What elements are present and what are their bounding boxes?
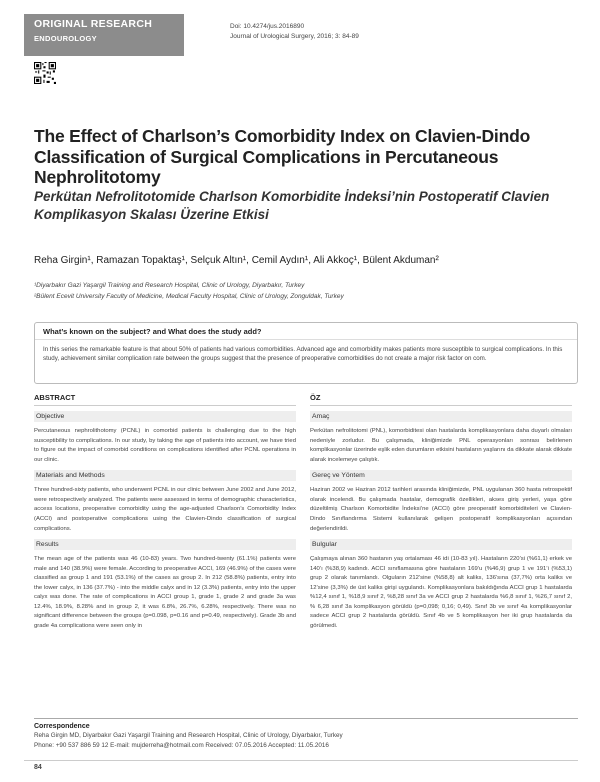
oz-heading: ÖZ <box>310 392 572 406</box>
amac-heading: Amaç <box>310 411 572 422</box>
gerec-heading: Gereç ve Yöntem <box>310 470 572 481</box>
oz-column <box>310 392 572 632</box>
key-points-text: In this series the remarkable feature is that about 50% of patients had various comorbidities. Advanced age and comorbidity makes patients more susceptible to surgical complications. In this study, achievement similar complication rate between the groups suggest that the presence of preoperative comorbidities do not create a major risk factor on com. <box>43 346 563 363</box>
correspondence-address: Reha Girgin MD, Diyarbakır Gazi Yaşargil Training and Research Hospital, Clinic of Urology, Diyarbakır, Turkey <box>34 732 343 739</box>
affiliation-1: ¹Diyarbakır Gazi Yaşargil Training and Research Hospital, Clinic of Urology, Diyarbakır, Turkey <box>34 282 305 289</box>
bulgular-text: Çalışmaya alınan 360 hastanın yaş ortalaması 46 idi (10-83 yıl). Hastaların 220’si (%61,1) erkek ve 140’ı (%38,9) kadındı. ACCI sınıflamasına göre hastaların 169’u (%46,9) grup 1 ve 191’i (%53,1) grup 2 olarak tanımlandı. Olguların 212’sine (%58,8) alt kaliks, 136’sına (37,7%) orta kaliks ve 12’sine (3,3%) de üst kaliks girişi uygulandı. Komplikasyonlara bakıldığında ACCI grup 1 hastalarda %12,4 sınıf 1, %18,9 sınıf 2, %8,28 sınıf 3a ve ACCI grup 2 hastalarda %6,8 sınıf 1, %26,7 sınıf 2, % 6,28 sınıf 3a komplikasyon görüldü (p=0,098; 0,16; 0,49). Sınıf 3b ve sınıf 4a komplikasyonlar sadece ACCI grup 2 hastalarda görüldü. Sınıf 4b ve 5 komplikasyon her iki grup hastalarda da görülmedi. <box>310 556 572 629</box>
gerec-text: Haziran 2002 ve Haziran 2012 tarihleri arasında kliniğimizde, PNL uygulanan 360 hasta retrospektif olarak incelendi. Bu çalışmada hastalar, demografik özellikleri, akses giriş yerleri, yaşa göre düzeltilmiş Charlson Komorbidite İndeksi’ne (ACCI) göre preoperatif komorbiditeleri ve Clavien-Dindo Sınıflandırma Sistemi kullanılarak gelişen postoperatif komplikasyonları açısından değerlendirildi. <box>310 487 572 532</box>
article-title: The Effect of Charlson’s Comorbidity Index on Clavien-Dindo Classification of Surgical Complications in Percutaneous Nephrolitotomy <box>34 126 531 188</box>
bulgular-heading: Bulgular <box>310 539 572 550</box>
article-subcategory: ENDOUROLOGY <box>34 34 97 43</box>
results-heading: Results <box>34 539 296 550</box>
objective-heading: Objective <box>34 411 296 422</box>
key-points-heading: What’s known on the subject? and What does the study add? <box>35 323 577 340</box>
page-number: 84 <box>34 764 42 771</box>
article-type-band <box>24 14 184 56</box>
correspondence-block <box>34 718 578 751</box>
journal-citation: Journal of Urological Surgery, 2016; 3: 84-89 <box>230 32 359 40</box>
footer-divider <box>24 760 578 761</box>
affiliation-2: ²Bülent Ecevit University Faculty of Medicine, Medical Faculty Hospital, Clinic of Urology, Zonguldak, Turkey <box>34 293 344 301</box>
doi-link[interactable]: Doi: 10.4274/jus.2016890 <box>230 23 305 30</box>
objective-text: Percutaneous nephrolithotomy (PCNL) in comorbid patients is challenging due to the high susceptibility to complications. In our study, by taking the age of patients into account, we have tried to figure out the impact of comorbid conditions on complications identified after PCNL operations in our clinic. <box>34 428 296 463</box>
article-subtitle-turkish: Perkütan Nefrolitotomide Charlson Komorbidite İndeksi’nin Postoperatif Clavien Komplikasyon Skalası Üzerine Etkisi <box>34 189 550 222</box>
amac-text: Perkütan nefrolitotomi (PNL), komorbiditesi olan hastalarda komplikasyonlara daha duyarlı olmaları nedeniyle zorludur. Bu çalışmada, kliniğimizde PNL operasyonları sonrası belirlenen komplikasyonlar üzerinde eşlik eden durumların etkisini hastaların yaşlarını da dikkate alarak dikkate alarak incelemeye çalıştık. <box>310 428 572 463</box>
methods-heading: Materials and Methods <box>34 470 296 481</box>
methods-text: Three hundred-sixty patients, who underwent PCNL in our clinic between June 2002 and June 2012, were retrospectively analyzed. The patients were assessed in terms of demographic characteristics, access locations, preoperative comorbidity using the age-adjusted Charlson’s Comorbidity Index (ACCI) and postoperative complications using the Clavien-Dindo classification of surgical complications. <box>34 487 296 532</box>
key-points-box <box>34 322 578 384</box>
abstract-heading: ABSTRACT <box>34 392 296 406</box>
author-list: Reha Girgin¹, Ramazan Topaktaş¹, Selçuk Altın¹, Cemil Aydın¹, Ali Akkoç¹, Bülent Akduman² <box>34 255 439 266</box>
results-text: The mean age of the patients was 46 (10-83) years. Two hundred-twenty (61.1%) patients were male and 140 (38.9%) were female. According to preoperative ACCI, 169 (46.9%) of the cases were classified as group 1 and 191 (53.1%) of the cases as group 2. In 212 (58.8%) patients, entry into the lower calyx, in 136 (37.7%) - into the middle calyx and in 12 (3.3%) patients, entry into the upper calyx was done. The rate of complications in ACCI group 1, grade 1, grade 2 and grade 3a was 12.4%, 18.9%, 8.28% and in group 2, it was 6.8%, 26.7%, 6.28%, respectively. There was no significant difference between the groups (p=0.098, p=0.16 and p=0.49, respectively). Grade 3b and grade 4a complications were seen only in <box>34 556 296 629</box>
abstract-column <box>34 392 296 632</box>
article-category: ORIGINAL RESEARCH <box>34 18 153 30</box>
qr-code-icon <box>34 62 56 84</box>
affiliations <box>34 280 574 302</box>
correspondence-heading: Correspondence <box>34 723 90 730</box>
correspondence-contact: Phone: +90 537 886 59 12 E-mail: mujderreha@hotmail.com Received: 07.05.2016 Accepted: 11.05.2016 <box>34 742 329 750</box>
citation-block <box>230 22 359 42</box>
